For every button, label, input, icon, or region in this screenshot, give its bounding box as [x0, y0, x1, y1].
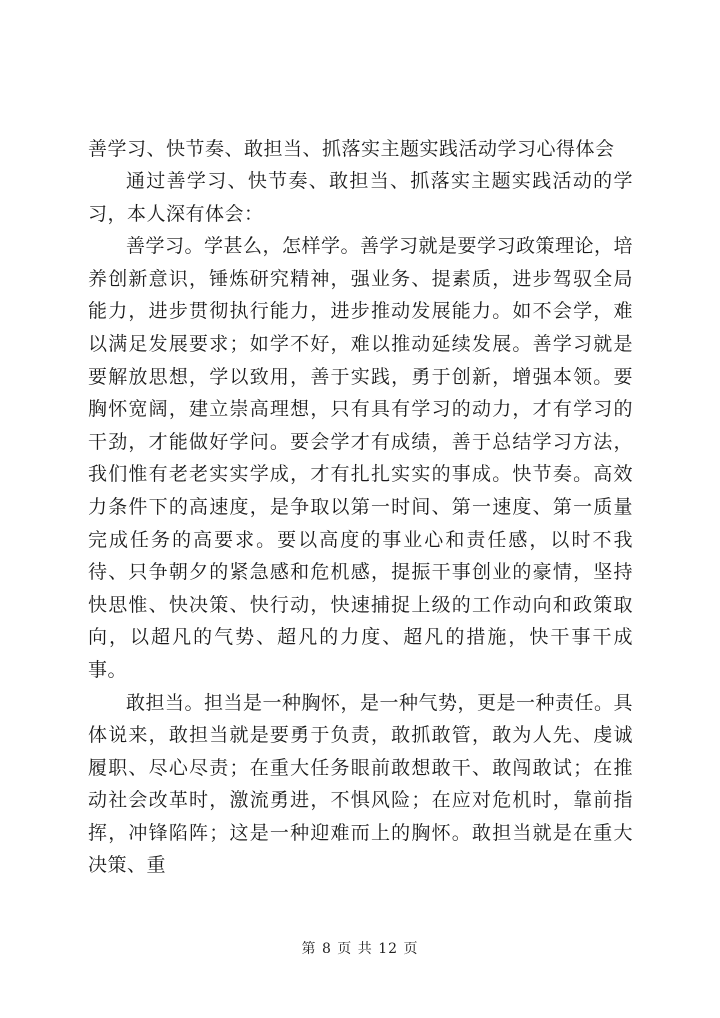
paragraph-learning: 善学习。学甚么，怎样学。善学习就是要学习政策理论，培养创新意识，锤炼研究精神，强业务、提素质，进步驾驭全局能力，进步贯彻执行能力，进步推动发展能力。如不会学，难以满足发展要求；如学不好，难以推动延续发展。善学习就是要解放思想，学以致用，善于实践，勇于创新，增强本领。要胸怀宽阔，建立崇高理想，只有具有学习的动力，才有学习的干劲，才能做好学问。要会学才有成绩，善于总结学习方法，我们惟有老老实实学成，才有扎扎实实的事成。快节奏。高效力条件下的高速度，是争取以第一时间、第一速度、第一质量完成任务的高要求。要以高度的事业心和责任感，以时不我待、只争朝夕的紧急感和危机感，提振干事创业的豪情，坚持快思惟、快决策、快行动，快速捕捉上级的工作动向和政策取向，以超凡的气势、超凡的力度、超凡的措施，快干事干成事。 [88, 235, 634, 681]
paragraph-responsibility: 敢担当。担当是一种胸怀，是一种气势，更是一种责任。具体说来，敢担当就是要勇于负责，敢抓敢管，敢为人先、虔诚履职、尽心尽责；在重大任务眼前敢想敢干、敢闯敢试；在推动社会改革时，激流勇进，不惧风险；在应对危机时，靠前指挥，冲锋陷阵；这是一种迎难而上的胸怀。敢担当就是在重大决策、重 [88, 691, 634, 877]
paragraph-intro: 通过善学习、快节奏、敢担当、抓落实主题实践活动的学习，本人深有体会： [88, 170, 633, 225]
document-body [88, 133, 633, 882]
document-title: 善学习、快节奏、敢担当、抓落实主题实践活动学习心得体会 [88, 138, 615, 160]
page-footer: 第 8 页 共 12 页 [301, 941, 419, 957]
